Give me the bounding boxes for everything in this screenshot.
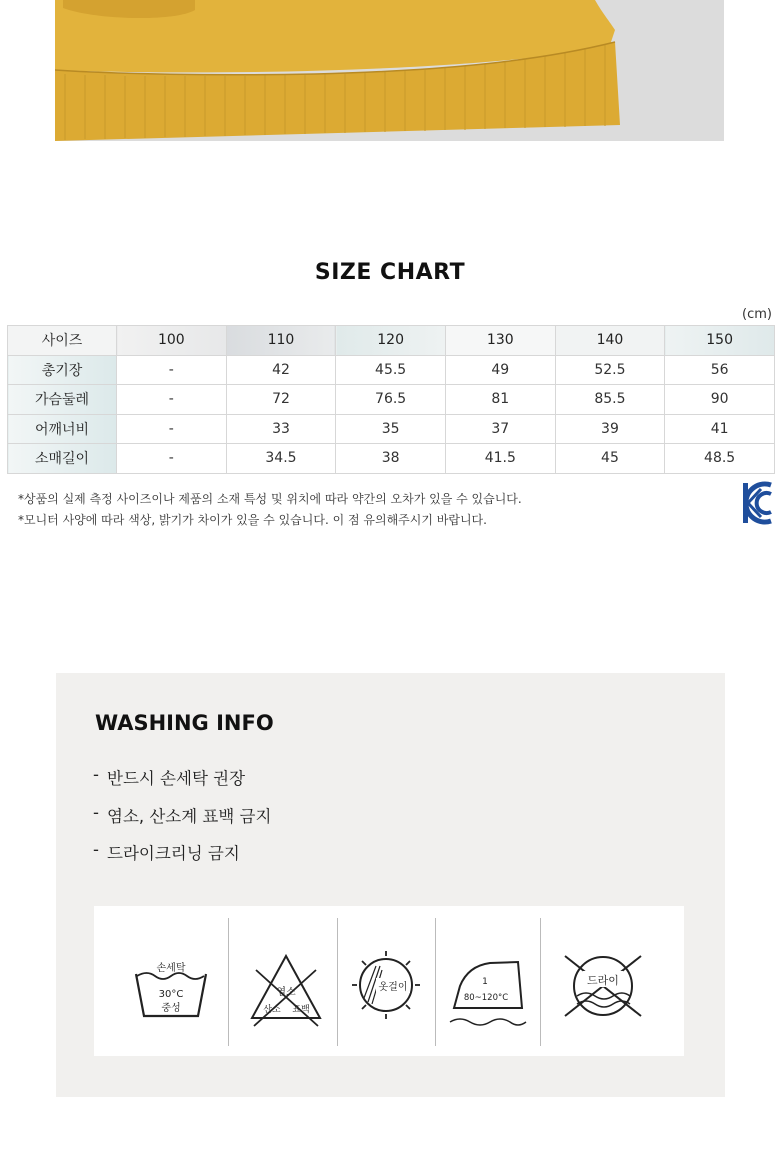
washing-instruction: 드라이크리닝 금지 [107,844,240,863]
symbol-divider [228,918,229,1046]
size-header-cell: 150 [665,326,775,356]
washing-instructions-list [93,765,271,878]
size-notes [18,489,522,531]
table-cell: - [117,355,227,385]
hang-dry-label: 옷걸이 [378,982,408,993]
size-chart-unit: (cm) [742,307,772,322]
table-cell: 45.5 [336,355,446,385]
table-cell: 45 [555,444,665,474]
table-cell: 33 [226,414,336,444]
hand-wash-detergent: 중성 [161,1003,181,1014]
table-cell: 85.5 [555,385,665,415]
size-header-cell: 140 [555,326,665,356]
size-note: *모니터 사양에 따라 색상, 밝기가 차이가 있을 수 있습니다. 이 점 유의해주시기 바랍니다. [18,513,487,527]
table-cell: 38 [336,444,446,474]
table-cell: 48.5 [665,444,775,474]
list-dash: - [93,765,99,784]
table-cell: - [117,414,227,444]
size-header-cell: 130 [445,326,555,356]
table-cell: 41.5 [445,444,555,474]
bleach-right-label: 표백 [292,1005,310,1015]
hand-wash-label: 손세탁 [156,963,186,974]
list-item [93,765,271,803]
table-cell: 37 [445,414,555,444]
list-item [93,803,271,841]
row-label: 가슴둘레 [8,385,117,415]
iron-temp: 80~120°C [463,993,509,1003]
table-cell: 90 [665,385,775,415]
iron-low-icon [446,918,530,1046]
row-label: 소매길이 [8,444,117,474]
no-bleach-icon [242,918,330,1046]
hang-dry-icon [346,918,426,1046]
list-dash: - [93,840,99,859]
size-header-row [8,326,775,356]
symbol-divider [435,918,436,1046]
table-cell: - [117,385,227,415]
row-label: 어깨너비 [8,414,117,444]
garment-hem-image [55,0,724,141]
symbol-divider [540,918,541,1046]
dry-clean-label: 드라이 [587,974,619,987]
table-cell: 39 [555,414,665,444]
table-cell: 49 [445,355,555,385]
washing-instruction: 반드시 손세탁 권장 [107,769,246,788]
list-item [93,840,271,878]
kc-certification-icon [742,481,773,525]
symbol-divider [337,918,338,1046]
table-cell: 81 [445,385,555,415]
size-table [7,325,775,474]
product-photo [55,0,724,141]
washing-instruction: 염소, 산소계 표백 금지 [107,806,272,826]
table-row [8,414,775,444]
table-cell: 41 [665,414,775,444]
size-header-cell: 100 [117,326,227,356]
table-cell: - [117,444,227,474]
washing-info-panel [56,673,725,1097]
row-label: 총기장 [8,355,117,385]
size-note: *상품의 실제 측정 사이즈이나 제품의 소재 특성 및 위치에 따라 약간의 오차가 있을 수 있습니다. [18,492,522,506]
bleach-left-label: 산소 [263,1005,281,1015]
table-cell: 72 [226,385,336,415]
bleach-top-label: 염소 [276,987,296,998]
iron-level: 1 [482,977,488,987]
list-dash: - [93,802,99,822]
table-row [8,385,775,415]
no-dry-clean-icon [556,918,651,1046]
table-cell: 34.5 [226,444,336,474]
size-header-cell: 120 [336,326,446,356]
table-row [8,355,775,385]
hand-wash-icon [124,918,219,1046]
size-chart-title: SIZE CHART [314,260,466,285]
table-cell: 56 [665,355,775,385]
size-header-label: 사이즈 [8,326,117,356]
table-cell: 42 [226,355,336,385]
washing-info-title: WASHING INFO [95,711,274,735]
table-cell: 52.5 [555,355,665,385]
table-row [8,444,775,474]
size-header-cell: 110 [226,326,336,356]
table-cell: 76.5 [336,385,446,415]
table-cell: 35 [336,414,446,444]
hand-wash-temp: 30°C [158,989,184,1000]
care-symbol-strip [94,906,684,1056]
